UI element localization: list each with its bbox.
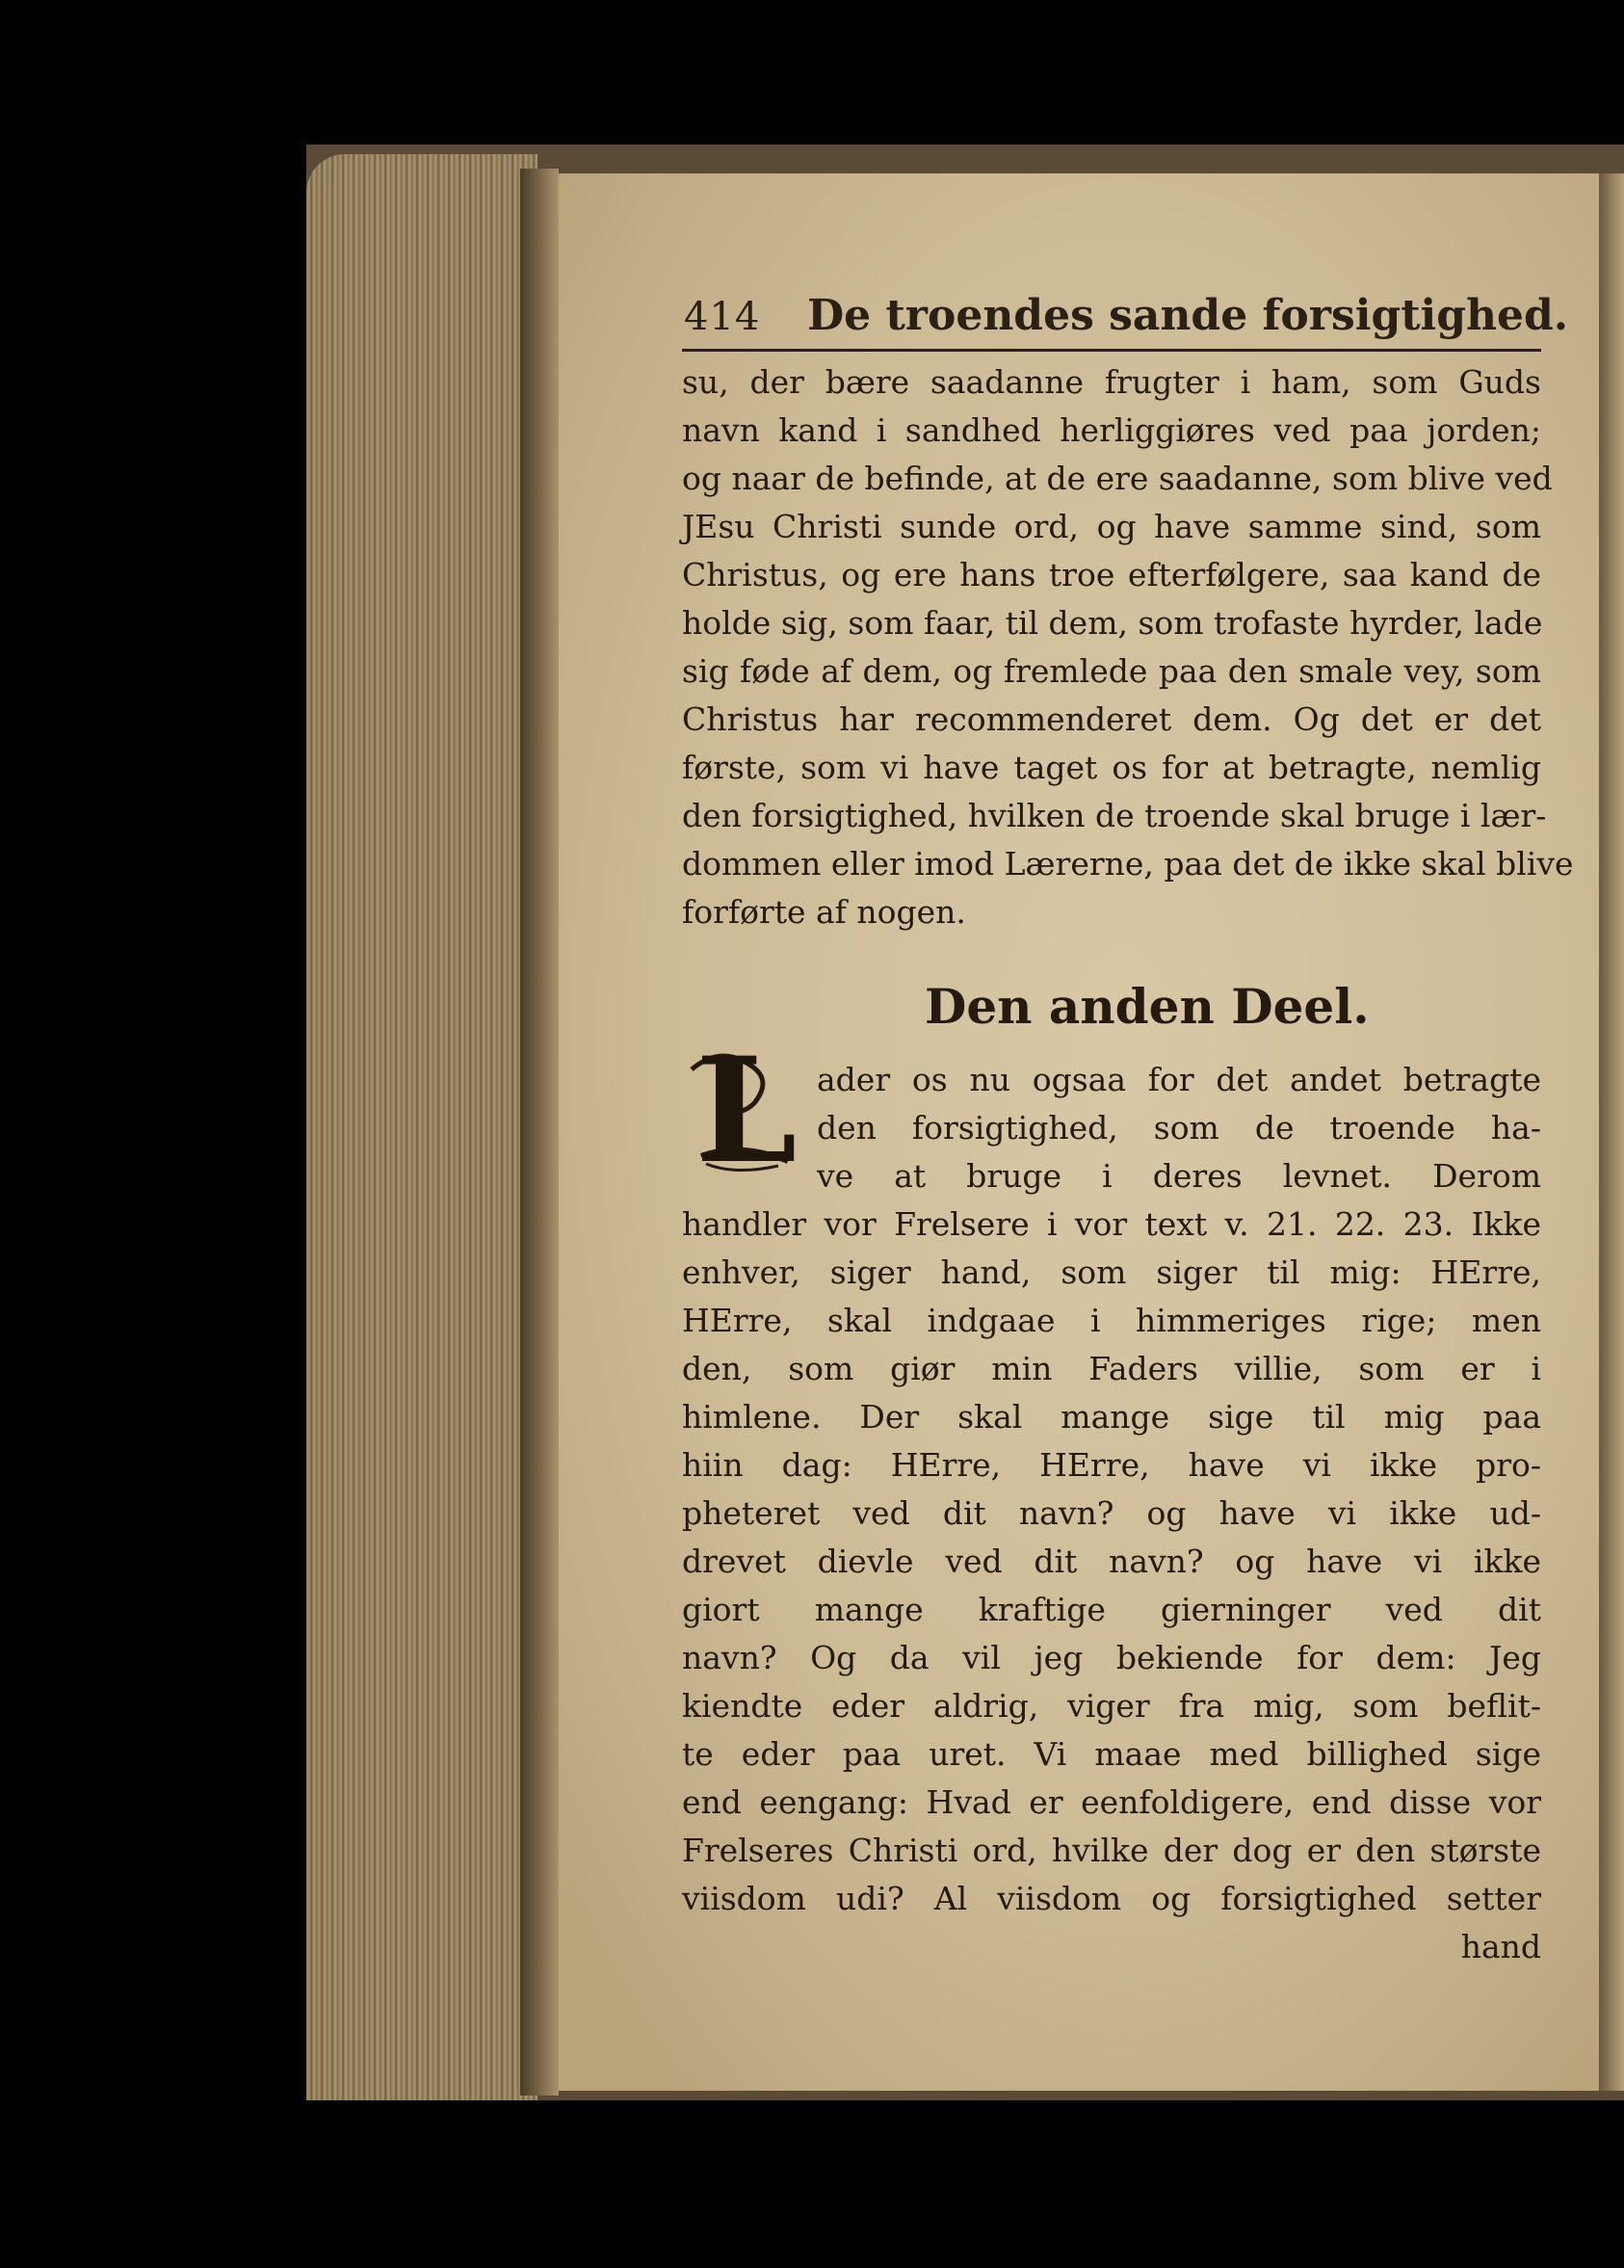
text-line: dommen eller imod Lærerne, paa det de ikke skal blive [682,845,1574,883]
text-line: den, som giør min Faders villie, som er i [682,1350,1541,1387]
text-line: hiin dag: HErre, HErre, have vi ikke pro- [682,1446,1541,1484]
text-line: su, der bære saadanne frugter i ham, som Guds [682,363,1541,401]
page-edges [306,154,537,2100]
text-line: holde sig, som faar, til dem, som trofaste hyrder, lade [682,604,1543,642]
text-line: giort mange kraftige gierninger ved dit [682,1591,1541,1628]
text-line: og naar de befinde, at de ere saadanne, som blive ved [682,460,1553,497]
text-line: te eder paa uret. Vi maae med billighed sige [682,1735,1541,1773]
text-line: ve at bruge i deres levnet. Derom [817,1157,1541,1195]
text-line: navn? Og da vil jeg bekiende for dem: Jeg [682,1639,1541,1676]
catchword: hand [1460,1928,1541,1965]
text-line: JEsu Christi sunde ord, og have samme sind, som [682,508,1541,545]
text-line: forførte af nogen. [682,893,966,931]
text-block-part2 [682,1056,1541,1971]
next-page-edge [1599,173,1624,2091]
text-line: Christus, og ere hans troe efterfølgere, saa kand de [682,556,1541,593]
text-line: HErre, skal indgaae i himmeriges rige; men [682,1302,1541,1339]
text-line: end eengang: Hvad er eenfoldigere, end disse vor [682,1783,1541,1821]
text-line: himlene. Der skal mange sige til mig paa [682,1398,1541,1436]
text-line: enhver, siger hand, som siger til mig: HErre, [682,1253,1541,1291]
head-rule [682,349,1541,352]
text-block-part1 [682,358,1574,936]
text-line: pheteret ved dit navn? og have vi ikke ud- [682,1494,1541,1532]
text-line: sig føde af dem, og fremlede paa den smale vey, som [682,652,1541,690]
text-line: navn kand i sandhed herliggiøres ved paa jorden; [682,411,1541,449]
text-line: drevet dievle ved dit navn? og have vi ikke [682,1543,1541,1580]
running-head [684,289,1569,347]
text-line: handler vor Frelsere i vor text v. 21. 22. 23. Ikke [682,1205,1541,1243]
section-heading: Den anden Deel. [925,978,1370,1035]
text-line: Frelseres Christi ord, hvilke der dog er den største [682,1832,1541,1869]
gutter-shadow [520,169,559,2096]
drop-cap-letter: L [695,1026,798,1196]
text-line: viisdom udi? Al viisdom og forsigtighed setter [682,1880,1541,1917]
text-line: kiendte eder aldrig, viger fra mig, som beflit- [682,1687,1541,1725]
text-line: første, som vi have taget os for at betragte, nemlig [682,749,1541,786]
text-line: Christus har recommenderet dem. Og det er det [682,700,1541,738]
text-line: den forsigtighed, hvilken de troende skal bruge i lær- [682,797,1547,834]
page-number: 414 [684,295,761,339]
text-line: den forsigtighed, som de troende ha- [817,1109,1541,1147]
running-head-title: De troendes sande forsigtighed. [807,291,1569,340]
text-line: ader os nu ogsaa for det andet betragte [817,1061,1541,1098]
